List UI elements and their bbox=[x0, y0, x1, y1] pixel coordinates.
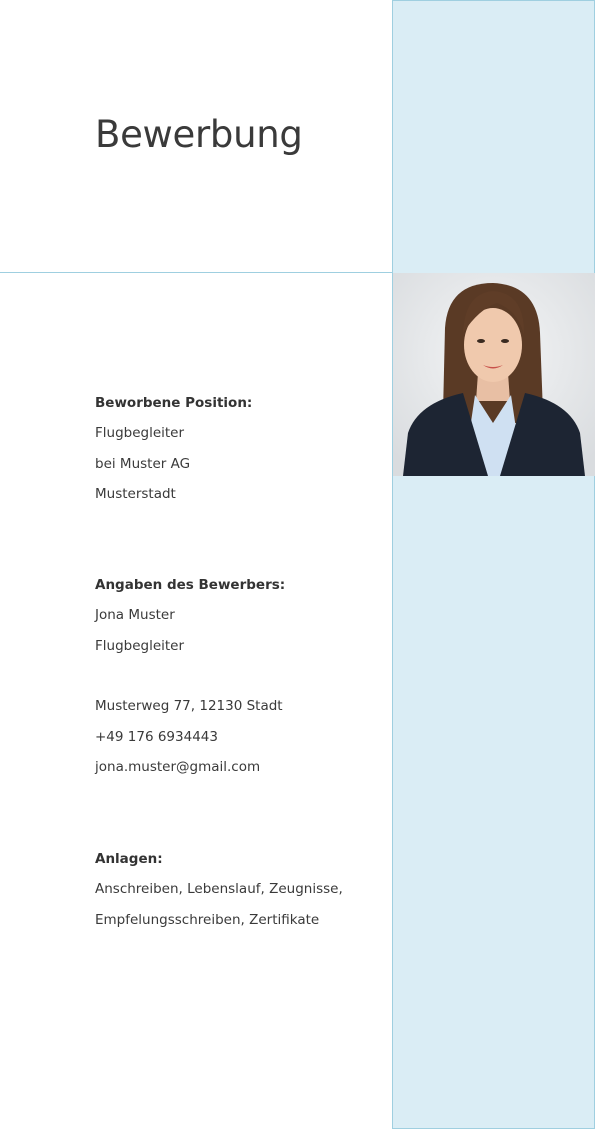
divider-line bbox=[0, 272, 393, 273]
applicant-heading: Angaben des Bewerbers: bbox=[95, 577, 286, 593]
position-line: Flugbegleiter bbox=[95, 425, 185, 441]
applicant-phone: +49 176 6934443 bbox=[95, 728, 218, 745]
portrait-photo bbox=[393, 273, 595, 476]
applicant-name: Jona Muster bbox=[95, 607, 175, 623]
sidebar-panel bbox=[392, 0, 595, 1129]
position-line: Musterstadt bbox=[95, 486, 176, 502]
position-line: bei Muster AG bbox=[95, 455, 191, 472]
attachments-heading: Anlagen: bbox=[95, 851, 163, 867]
applicant-section bbox=[95, 576, 285, 789]
attachments-line: Empfelungsschreiben, Zertifikate bbox=[95, 911, 320, 928]
attachments-line: Anschreiben, Lebenslauf, Zeugnisse, bbox=[95, 881, 343, 897]
page-title: Bewerbung bbox=[95, 113, 303, 156]
applicant-email: jona.muster@gmail.com bbox=[95, 759, 261, 775]
position-section bbox=[95, 394, 252, 516]
applicant-address: Musterweg 77, 12130 Stadt bbox=[95, 698, 283, 714]
applicant-role: Flugbegleiter bbox=[95, 637, 185, 654]
position-heading: Beworbene Position: bbox=[95, 395, 253, 411]
attachments-section bbox=[95, 850, 343, 941]
